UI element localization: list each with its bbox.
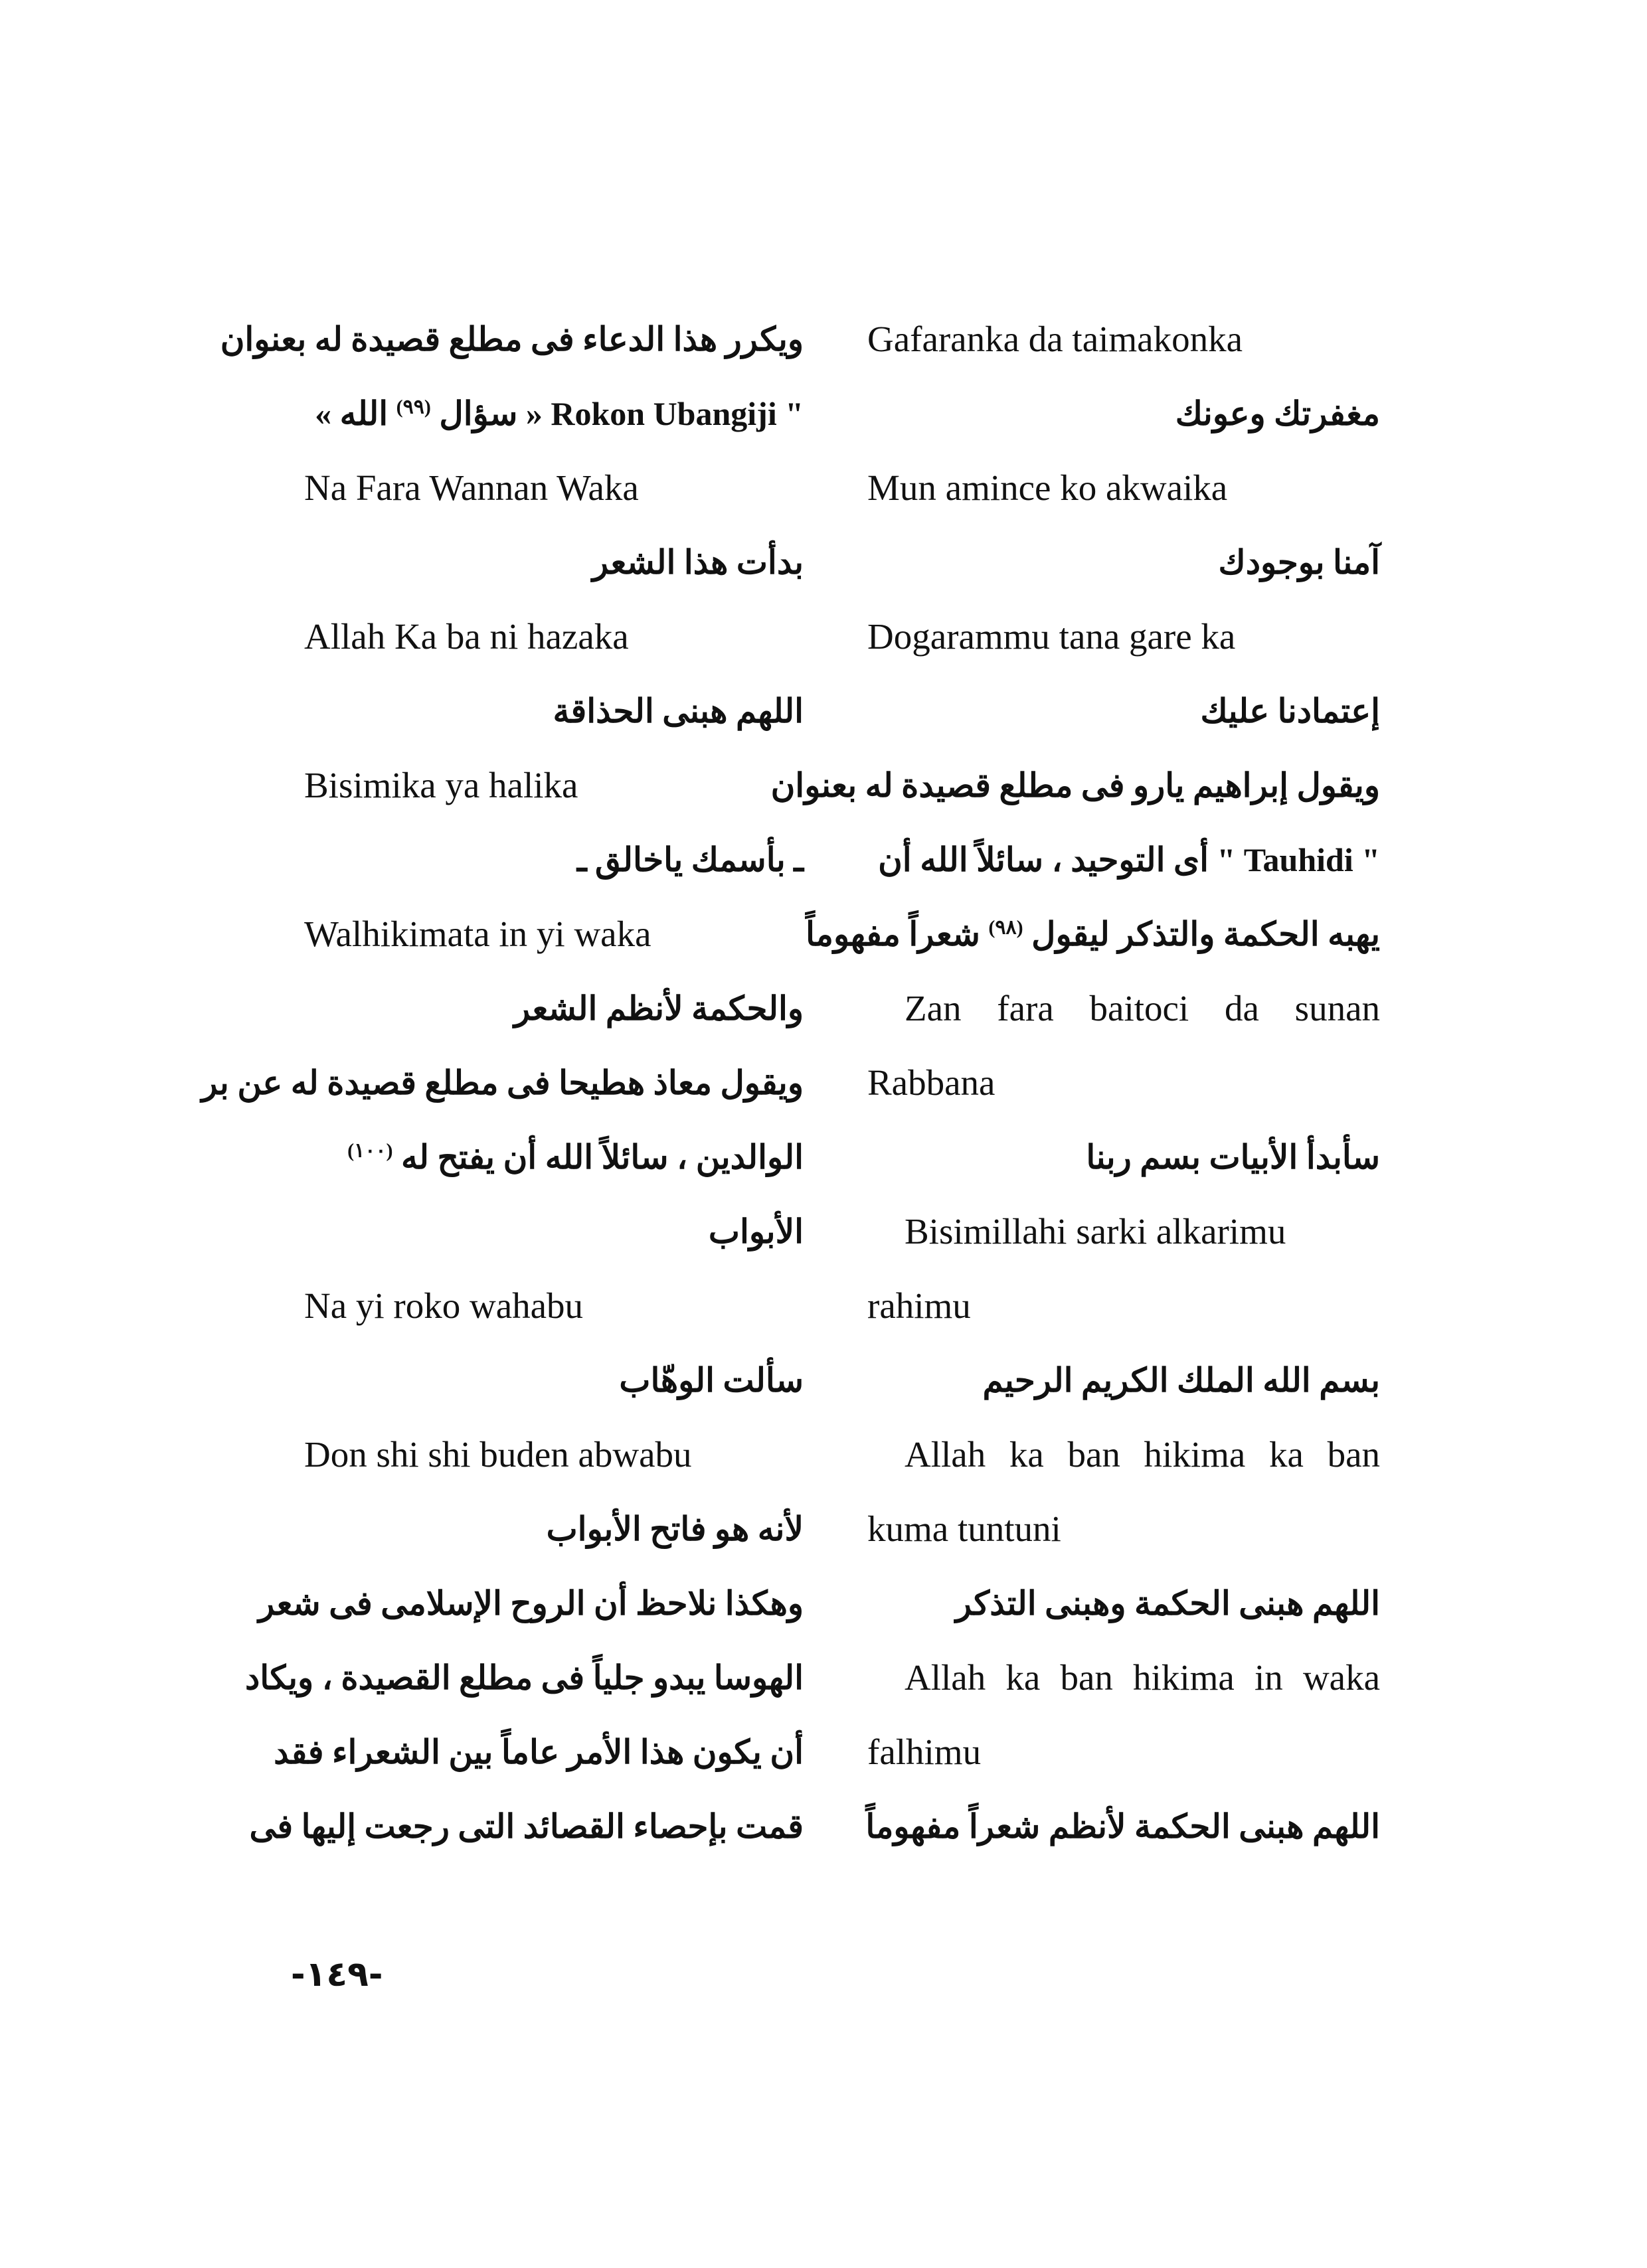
line-text: ويقول إبراهيم يارو فى مطلع قصيدة له بعنوان: [770, 767, 1380, 804]
line-text: Bisimika ya halika: [304, 765, 578, 805]
left-column-line: [304, 748, 804, 823]
page-number: -١٤٩-: [291, 1955, 383, 1994]
right-column-line: [867, 1418, 1380, 1492]
footnote-marker: (٩٨): [988, 916, 1023, 939]
line-text: Gafaranka da taimakonka: [867, 319, 1243, 359]
line-text: Zan fara baitoci da sunan: [905, 988, 1380, 1028]
left-column-line: [304, 525, 804, 600]
line-text: الأبواب: [708, 1213, 804, 1250]
right-column-line: [867, 525, 1380, 600]
right-column-line: [867, 674, 1380, 748]
right-column-line: [867, 1789, 1380, 1864]
line-text: " Rokon Ubangiji « سؤال: [439, 395, 804, 432]
right-column-line: [867, 1046, 1380, 1120]
line-text: الهوسا يبدو جلياً فى مطلع القصيدة ، ويكاد: [245, 1659, 804, 1696]
line-text: Na yi roko wahabu: [304, 1285, 584, 1326]
line-text: يهبه الحكمة والتذكر ليقول: [1031, 916, 1380, 953]
line-text-continued: الله »: [315, 395, 389, 432]
line-text: Mun amince ko akwaika: [867, 467, 1228, 508]
left-column-line: [304, 376, 804, 451]
line-text: الوالدين ، سائلاً الله أن يفتح له: [400, 1139, 804, 1176]
line-text: Walhikimata in yi waka: [304, 914, 651, 954]
line-text: kuma tuntuni: [867, 1508, 1061, 1549]
left-column-line: [201, 1046, 804, 1120]
right-column-line: [867, 376, 1380, 451]
right-column-line: [867, 1566, 1380, 1641]
left-column-line: [304, 451, 804, 525]
left-column-line: [304, 674, 804, 748]
left-column-line: [304, 1418, 804, 1492]
left-column-line: [249, 1789, 804, 1864]
right-column-line: [867, 1343, 1380, 1418]
line-text: سألت الوهّاب: [619, 1362, 804, 1399]
left-column-line: [245, 1641, 804, 1715]
footnote-marker: (٩٩): [396, 396, 431, 418]
left-column-line: [304, 1194, 804, 1269]
right-column-line: [867, 823, 1380, 897]
line-text: Allah ka ban hikima in waka: [905, 1657, 1380, 1698]
line-text: Allah Ka ba ni hazaka: [304, 616, 629, 657]
line-text-continued: شعراً مفهوماً: [805, 916, 980, 953]
line-text: rahimu: [867, 1285, 971, 1326]
left-column-line: [304, 1343, 804, 1418]
right-column-line: [867, 1641, 1380, 1715]
right-column-line: [867, 1194, 1380, 1269]
left-column-line: [304, 1492, 804, 1566]
line-text: لأنه هو فاتح الأبواب: [546, 1510, 804, 1548]
line-text: falhimu: [867, 1732, 982, 1772]
right-column-line: [867, 1715, 1380, 1789]
line-text: إعتمادنا عليك: [1200, 692, 1380, 730]
left-column-line: [304, 897, 804, 971]
line-text: " Tauhidi " أى التوحيد ، سائلاً الله أن: [878, 841, 1380, 878]
left-column-line: [220, 302, 804, 376]
left-column-line: [304, 823, 804, 897]
line-text: Bisimillahi sarki alkarimu: [905, 1211, 1286, 1252]
left-column-line: [304, 1269, 804, 1343]
line-text: ويكرر هذا الدعاء فى مطلع قصيدة له بعنوان: [220, 321, 804, 358]
line-text: ـ بأسمك ياخالق ـ: [576, 841, 804, 878]
right-column-line: [867, 1120, 1380, 1194]
line-text: أن يكون هذا الأمر عاماً بين الشعراء فقد: [274, 1734, 804, 1771]
right-column-line: [867, 1269, 1380, 1343]
line-text: آمنا بوجودك: [1218, 544, 1380, 581]
right-column: [770, 302, 1380, 1864]
line-text: بدأت هذا الشعر: [592, 544, 804, 581]
right-column-line: [867, 1492, 1380, 1566]
right-column-line: [867, 302, 1380, 376]
line-text: قمت بإحصاء القصائد التى رجعت إليها فى: [249, 1808, 804, 1845]
left-column-line: [274, 1715, 804, 1789]
line-text: Allah ka ban hikima ka ban: [905, 1434, 1380, 1475]
right-column-line: [867, 451, 1380, 525]
line-text: Don shi shi buden abwabu: [304, 1434, 692, 1475]
line-text: سأبدأ الأبيات بسم ربنا: [1086, 1139, 1380, 1176]
left-column-line: [304, 600, 804, 674]
line-text: ويقول معاذ هطيحا فى مطلع قصيدة له عن بر: [201, 1064, 804, 1101]
line-text: اللهم هبنى الحذاقة: [553, 692, 804, 730]
right-column-line: [867, 600, 1380, 674]
line-text: مغفرتك وعونك: [1175, 395, 1380, 432]
line-text: Dogarammu tana gare ka: [867, 616, 1236, 657]
left-column: [201, 302, 804, 1864]
line-text: وهكذا نلاحظ أن الروح الإسلامى فى شعر: [258, 1585, 804, 1622]
line-text: اللهم هبنى الحكمة وهبنى التذكر: [955, 1585, 1380, 1622]
line-text: اللهم هبنى الحكمة لأنظم شعراً مفهوماً: [865, 1808, 1380, 1845]
line-text: بسم الله الملك الكريم الرحيم: [982, 1362, 1380, 1399]
right-column-line: [867, 971, 1380, 1046]
line-text: Rabbana: [867, 1062, 996, 1103]
left-column-line: [304, 971, 804, 1046]
right-column-line: [770, 748, 1380, 823]
line-text: والحكمة لأنظم الشعر: [513, 990, 804, 1027]
left-column-line: [304, 1120, 804, 1194]
left-column-line: [258, 1566, 804, 1641]
footnote-marker: (١٠٠): [347, 1139, 393, 1162]
right-column-line: [805, 897, 1380, 971]
line-text: Na Fara Wannan Waka: [304, 467, 639, 508]
